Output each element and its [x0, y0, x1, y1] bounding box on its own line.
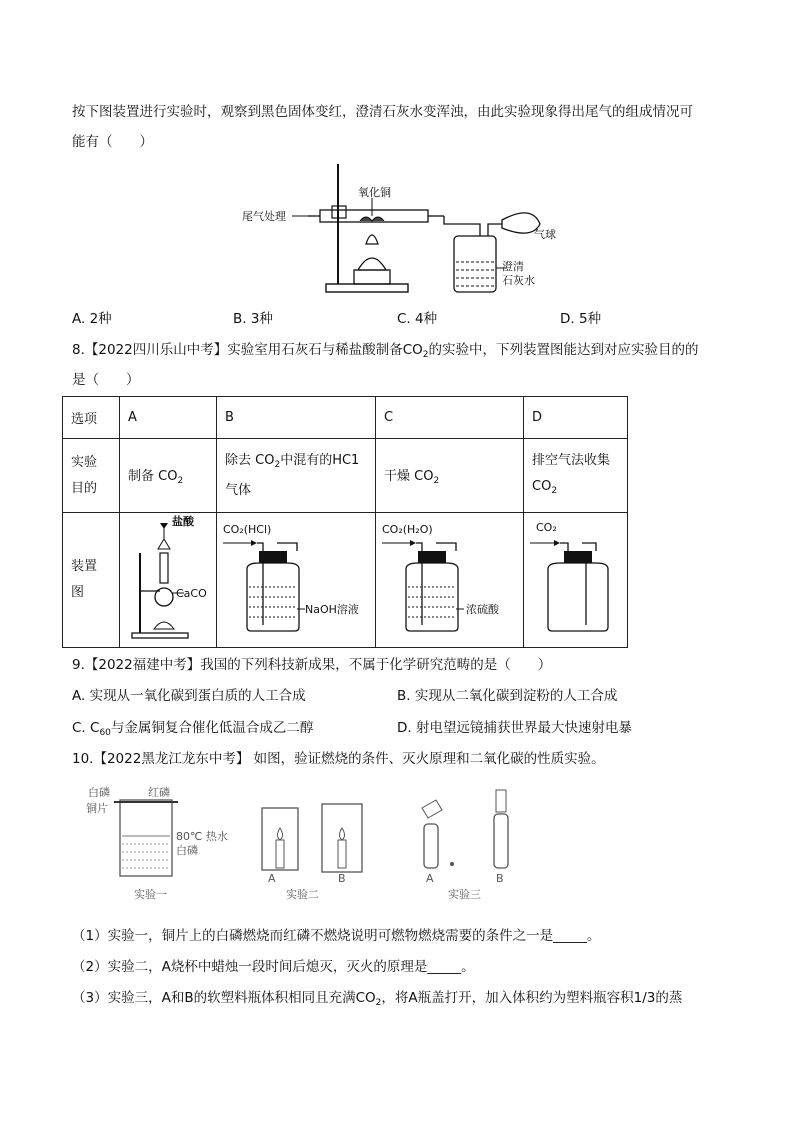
table-cell-c-purpose: 干燥 $CO_2$	[376, 439, 524, 513]
svg-text:白磷: 白磷	[176, 844, 198, 857]
table-header-d: D	[524, 397, 628, 439]
q8-stem-line2: 是（ ）	[72, 372, 140, 388]
q7-option-a: A. 2种	[72, 311, 112, 327]
apparatus-d-figure	[524, 513, 624, 643]
label-copper-oxide: 氧化铜	[358, 186, 391, 199]
svg-text:CO₂(HCl): CO₂(HCl)	[223, 523, 272, 536]
svg-text:B: B	[338, 872, 346, 885]
table-cell-b-figure	[217, 513, 376, 648]
apparatus-c-figure	[376, 513, 522, 643]
svg-text:实验二: 实验二	[286, 888, 319, 901]
table-cell-a-purpose: 制备 $CO_2$	[120, 439, 217, 513]
svg-text:实验一: 实验一	[134, 888, 167, 901]
table-header-a: A	[120, 397, 217, 439]
svg-text:铜片: 铜片	[86, 802, 108, 815]
svg-text:实验三: 实验三	[448, 888, 481, 901]
q7-option-c: C. 4种	[397, 311, 438, 327]
label-tail-gas: 尾气处理	[242, 210, 286, 223]
table-row-purpose-label: 实验 目的	[63, 439, 120, 513]
q7-apparatus-figure	[240, 158, 560, 300]
q9-stem: 9.【2022福建中考】我国的下列科技新成果，不属于化学研究范畴的是（ ）	[72, 657, 552, 673]
table-cell-d-purpose: 排空气法收集 $CO_2$	[524, 439, 628, 513]
q10-subquestion-2: （2）实验二，A烧杯中蜡烛一段时间后熄灭，灭火的原理是_____。	[72, 959, 475, 975]
q7-option-d: D. 5种	[560, 311, 602, 327]
svg-text:CO₂(H₂O): CO₂(H₂O)	[382, 523, 433, 536]
svg-text:红磷: 红磷	[148, 786, 170, 799]
svg-text:80℃ 热水: 80℃ 热水	[176, 830, 228, 843]
svg-text:盐酸: 盐酸	[172, 515, 194, 528]
q10-experiments-figure	[86, 784, 526, 906]
q9-option-c: C. $C_{60}$与金属铜复合催化低温合成乙二醇	[72, 720, 314, 738]
table-cell-a-figure	[120, 513, 217, 648]
q7-option-b: B. 3种	[233, 311, 273, 327]
svg-text:A: A	[268, 872, 276, 885]
apparatus-b-figure	[217, 513, 375, 643]
svg-text:NaOH溶液: NaOH溶液	[305, 603, 359, 616]
q8-options-table	[62, 396, 628, 648]
apparatus-a-figure	[120, 513, 216, 643]
q10-stem: 10.【2022黑龙江龙东中考】 如图，验证燃烧的条件、灭火原理和二氧化碳的性质实验。	[72, 751, 605, 767]
svg-text:CaCO: CaCO	[176, 587, 207, 600]
table-cell-c-figure	[376, 513, 524, 648]
q7-stem-line1: 按下图装置进行实验时，观察到黑色固体变红，澄清石灰水变浑浊，由此实验现象得出尾气的组成情况可	[72, 104, 693, 120]
table-header-option: 选项	[63, 397, 120, 439]
svg-text:浓硫酸: 浓硫酸	[466, 603, 499, 616]
table-header-c: C	[376, 397, 524, 439]
table-row-apparatus-label: 装置 图	[63, 513, 120, 648]
q9-option-a: A. 实现从一氧化碳到蛋白质的人工合成	[72, 688, 306, 704]
table-header-b: B	[217, 397, 376, 439]
table-cell-b-purpose: 除去 $CO_2$中混有的HC1 气体	[217, 439, 376, 513]
label-limewater-1: 澄清	[502, 260, 524, 273]
q9-option-d: D. 射电望远镜捕获世界最大快速射电暴	[397, 720, 632, 736]
q7-stem-line2: 能有（ ）	[72, 134, 153, 150]
svg-text:A: A	[426, 872, 434, 885]
svg-text:白磷: 白磷	[88, 786, 110, 799]
q10-subquestion-3: （3）实验三，A和B的软塑料瓶体积相同且充满$CO_2$，将A瓶盖打开，加入体积约为塑料瓶容积1/3的蒸	[72, 990, 683, 1008]
label-balloon: 气球	[534, 228, 556, 241]
svg-text:CO₂: CO₂	[536, 521, 557, 534]
q10-subquestion-1: （1）实验一，铜片上的白磷燃烧而红磷不燃烧说明可燃物燃烧需要的条件之一是_____。	[72, 928, 601, 944]
label-limewater-2: 石灰水	[502, 274, 535, 287]
svg-text:B: B	[496, 872, 504, 885]
q9-option-b: B. 实现从二氧化碳到淀粉的人工合成	[397, 688, 618, 704]
q8-stem-line1: 8.【2022四川乐山中考】实验室用石灰石与稀盐酸制备$CO_2$的实验中，下列装置图能达到对应实验目的的	[72, 342, 699, 360]
table-cell-d-figure	[524, 513, 628, 648]
